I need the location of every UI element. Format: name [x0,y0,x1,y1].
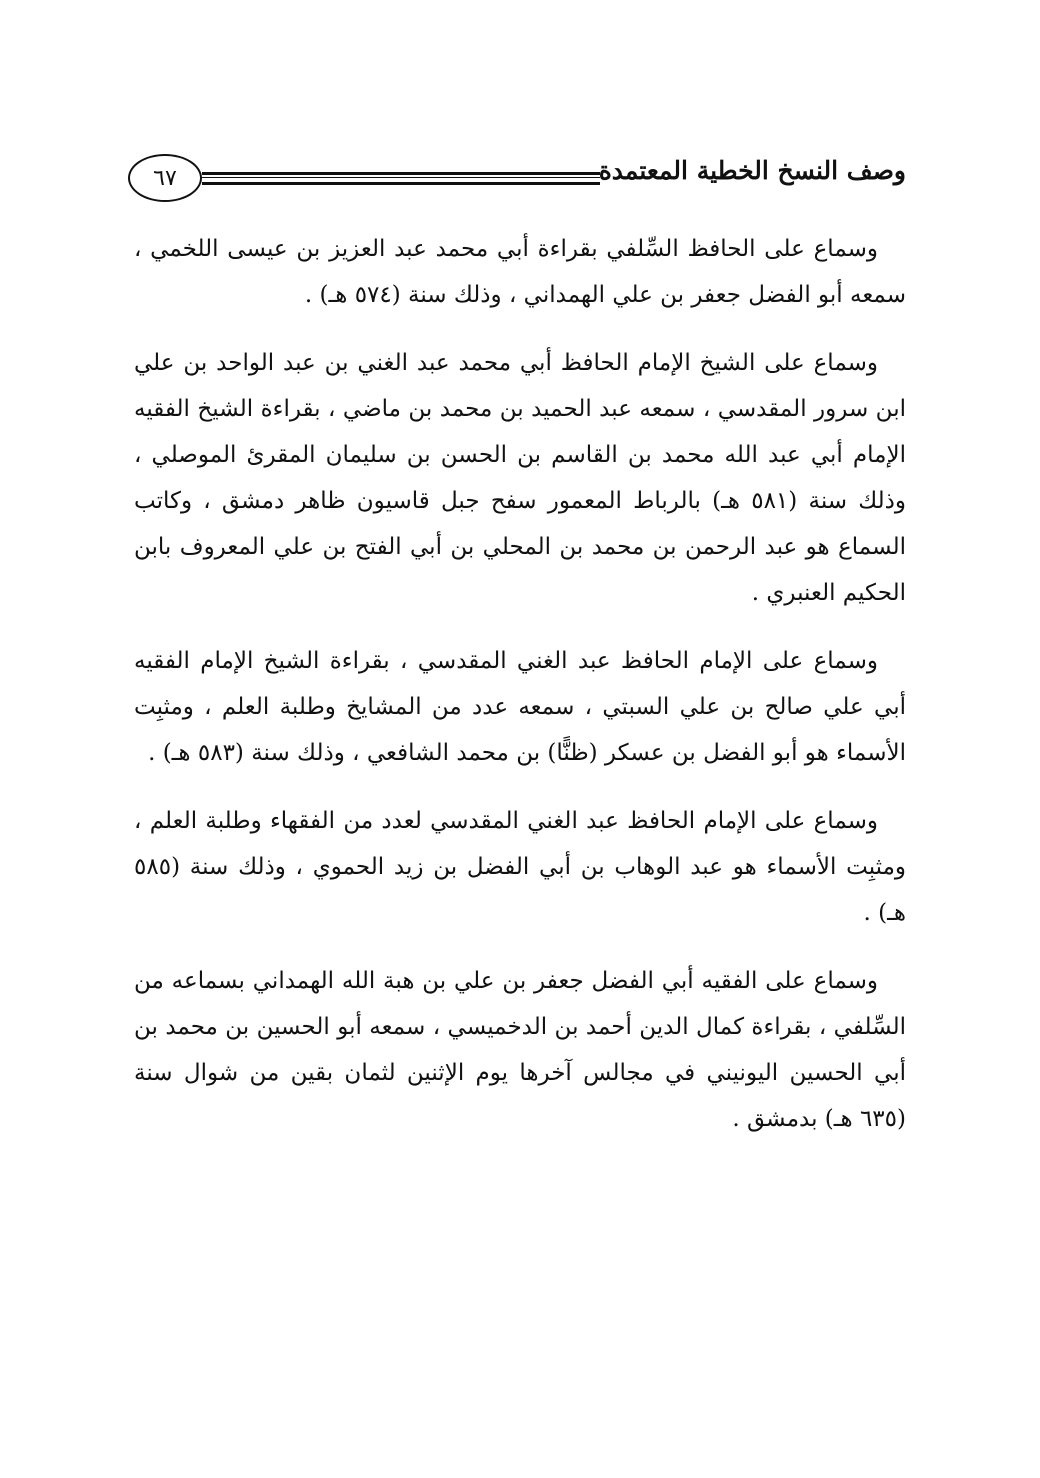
paragraph-5: وسماع على الفقيه أبي الفضل جعفر بن علي بن هبة الله الهمداني بسماعه من السِّلفي ، بقراءة كمال الدين أحمد بن الدخميسي ، سمعه أبو الحسين بن محمد بن أبي الحسين اليونيني في مجالس آخرها يوم الإثنين لثمان بقين من شوال سنة (٦٣٥ هـ) بدمشق . [134,968,906,1132]
page-number [128,154,202,202]
running-title: وصف النسخ الخطية المعتمدة [598,156,906,185]
paragraph-1: وسماع على الحافظ السِّلفي بقراءة أبي محمد عبد العزيز بن عيسى اللخمي ، سمعه أبو الفضل جعفر بن علي الهمداني ، وذلك سنة (٥٧٤ هـ) . [134,236,906,308]
page-number-text: ٦٧ [153,165,177,191]
paragraph-4: وسماع على الإمام الحافظ عبد الغني المقدسي لعدد من الفقهاء وطلبة العلم ، ومثبِت الأسماء هو عبد الوهاب بن أبي الفضل بن زيد الحموي ، وذلك سنة (٥٨٥ هـ) . [134,808,906,926]
paragraph-3: وسماع على الإمام الحافظ عبد الغني المقدسي ، بقراءة الشيخ الإمام الفقيه أبي علي صالح بن علي السبتي ، سمعه عدد من المشايخ وطلبة العلم ، ومثبِت الأسماء هو أبو الفضل بن عسكر (ظنًّا) بن محمد الشافعي ، وذلك سنة (٥٨٣ هـ) . [134,648,906,766]
header-double-rule [202,172,600,185]
page-header [128,150,906,212]
paragraph-2: وسماع على الشيخ الإمام الحافظ أبي محمد عبد الغني بن عبد الواحد بن علي ابن سرور المقدسي ، سمعه عبد الحميد بن محمد بن ماضي ، بقراءة الشيخ الفقيه الإمام أبي عبد الله محمد بن القاسم بن الحسن بن سليمان المقرئ الموصلي ، وذلك سنة (٥٨١ هـ) بالرباط المعمور سفح جبل قاسيون ظاهر دمشق ، وكاتب السماع هو عبد الرحمن بن محمد بن المحلي بن أبي الفتح بن علي المعروف بابن الحكيم العنبري . [134,350,907,606]
page-body [134,226,906,1164]
